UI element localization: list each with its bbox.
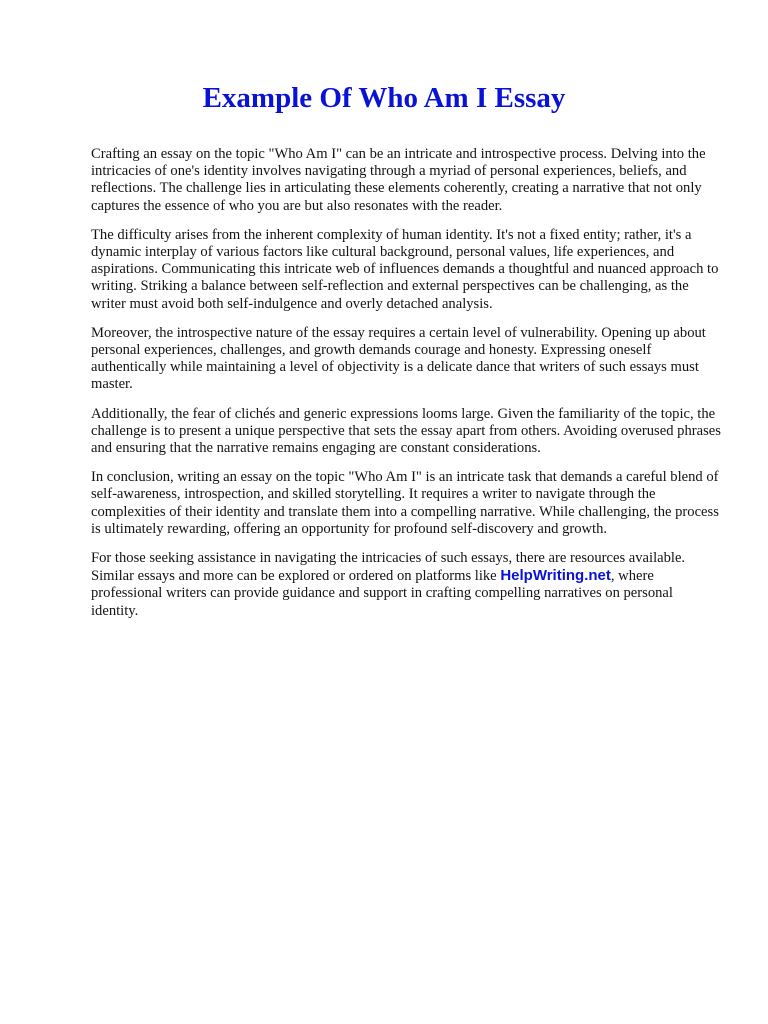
essay-body [91,146,723,632]
paragraph-3: Moreover, the introspective nature of the essay requires a certain level of vulnerability. Opening up about personal experiences, challenges, and growth demands courage and honesty. Expressing oneself authentically while maintaining a level of objectivity is a delicate dance that writers of such essays must master. [91,324,706,393]
paragraph-4: Additionally, the fear of clichés and generic expressions looms large. Given the familiarity of the topic, the challenge is to present a unique perspective that sets the essay apart from others. Avoiding overused phrases and ensuring that the narrative remains engaging are constant considerations. [91,405,721,457]
paragraph-5: In conclusion, writing an essay on the topic "Who Am I" is an intricate task that demands a careful blend of self-awareness, introspection, and skilled storytelling. It requires a writer to navigate through the complexities of their identity and translate them into a compelling narrative. While challenging, the process is ultimately rewarding, offering an opportunity for profound self-discovery and growth. [91,469,719,537]
helpwriting-link[interactable]: HelpWriting.net [500,567,611,585]
paragraph-6-before-link: For those seeking assistance in navigating the intricacies of such essays, there are resources available. Similar essays and more can be explored or ordered on platforms like [91,550,686,585]
page-title: Example Of Who Am I Essay [202,82,566,114]
paragraph-1: Crafting an essay on the topic "Who Am I" can be an intricate and introspective process. Delving into the intricacies of one's identity involves navigating through a myriad of personal experiences, beliefs, and reflections. The challenge lies in articulating these elements coherently, creating a narrative that not only captures the essence of who you are but also resonates with the reader. [91,146,706,214]
paragraph-6-after-link: , where professional writers can provide guidance and support in crafting compelling narratives on personal identity. [91,568,673,619]
paragraph-6 [91,550,723,620]
paragraph-2: The difficulty arises from the inherent complexity of human identity. It's not a fixed entity; rather, it's a dynamic interplay of various factors like cultural background, personal values, life experiences, and aspirations. Communicating this intricate web of influences demands a thoughtful and nuanced approach to writing. Striking a balance between self-reflection and external perspectives can be challenging, as the writer must avoid both self-indulgence and overly detached analysis. [91,226,719,312]
